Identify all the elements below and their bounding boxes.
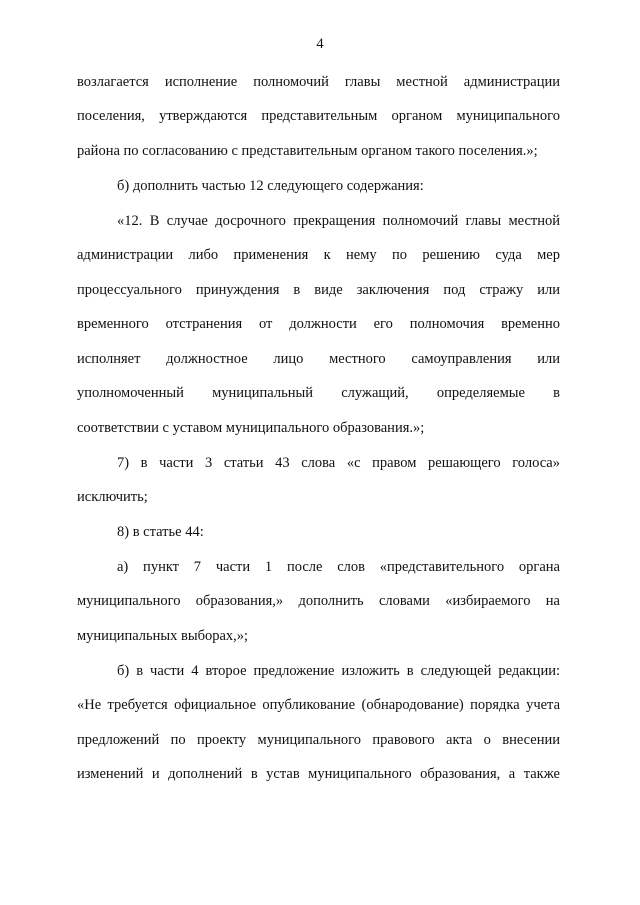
text-line: администрации либо применения к нему по решению суда мер — [77, 247, 560, 263]
text-line: «12. В случае досрочного прекращения полномочий главы местной — [117, 213, 560, 229]
text-line: процессуального принуждения в виде заключения под стражу или — [77, 282, 560, 298]
text-line: муниципальных выборах,»; — [77, 628, 249, 644]
text-line: предложений по проекту муниципального правового акта о внесении — [77, 732, 560, 748]
text-line: исполняет должностное лицо местного самоуправления или — [77, 351, 560, 367]
text-line: а) пункт 7 части 1 после слов «представительного органа — [117, 559, 560, 575]
text-line: поселения, утверждаются представительным органом муниципального — [77, 108, 560, 124]
text-line: 7) в части 3 статьи 43 слова «с правом решающего голоса» — [117, 455, 560, 471]
text-line: уполномоченный муниципальный служащий, определяемые в — [77, 385, 560, 401]
text-line: исключить; — [77, 489, 148, 505]
text-line: 8) в статье 44: — [117, 524, 204, 540]
page-number: 4 — [316, 36, 324, 52]
text-line: б) дополнить частью 12 следующего содержания: — [117, 178, 424, 194]
text-line: возлагается исполнение полномочий главы местной администрации — [77, 74, 560, 90]
text-line: изменений и дополнений в устав муниципального образования, а также — [77, 766, 560, 782]
text-line: района по согласованию с представительным органом такого поселения.»; — [77, 143, 538, 159]
text-line: соответствии с уставом муниципального образования.»; — [77, 420, 425, 436]
text-line: временного отстранения от должности его полномочия временно — [77, 316, 560, 332]
text-line: муниципального образования,» дополнить словами «избираемого на — [77, 593, 560, 609]
text-line: «Не требуется официальное опубликование (обнародование) порядка учета — [77, 697, 560, 713]
text-line: б) в части 4 второе предложение изложить в следующей редакции: — [117, 663, 560, 679]
